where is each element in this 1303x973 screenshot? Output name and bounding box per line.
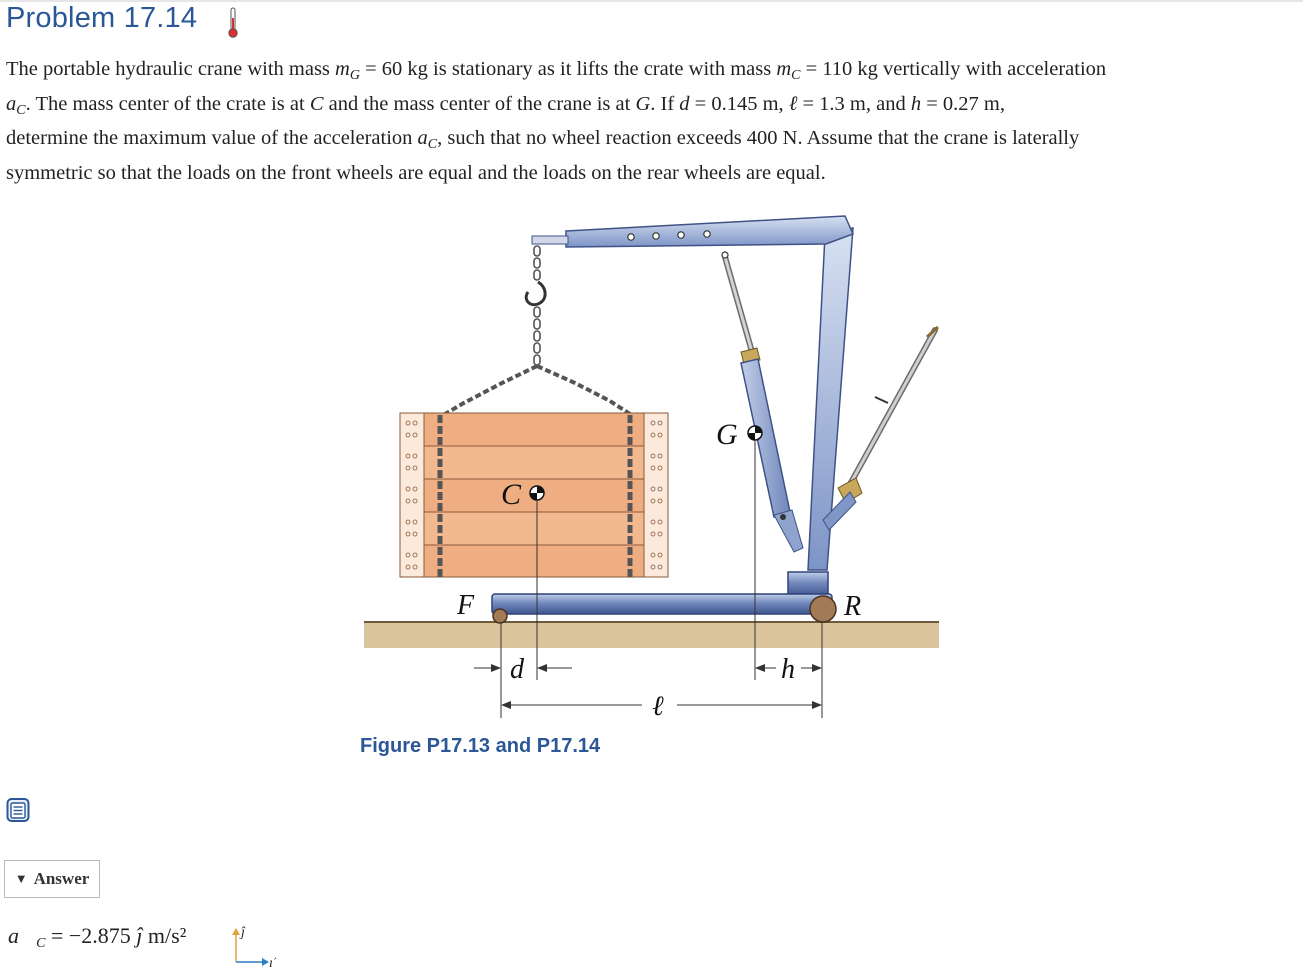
mass-center-c-icon (530, 486, 544, 500)
left-sling (440, 366, 537, 417)
label-d: d (510, 654, 524, 685)
front-wheel (493, 609, 507, 623)
right-sling (537, 366, 630, 414)
problem-title: Problem 17.14 (6, 2, 198, 34)
figure-caption: Figure P17.13 and P17.14 (360, 735, 601, 757)
statement-line-2: $a_C$. The mass center of the crate is at C and the mass center of the crane is at G. If d = 0.145 m, ℓ = 1.3 m, and h = 0.27 m, (6, 92, 1005, 118)
answer-value: $a⃗_C = -2.875$ ĵ m/s² (8, 923, 187, 951)
hydraulic-cylinder (741, 359, 790, 517)
hook (526, 282, 545, 305)
statement-line-1: The portable hydraulic crane with mass $m_G = 60$ kg is stationary as it lifts the crate with mass $m_C = 110$ kg vertically with acceleration (6, 58, 1107, 83)
rear-wheel (810, 596, 836, 622)
answer-button-label: Answer (33, 869, 90, 888)
axis-i-label: ı̂ (269, 956, 273, 968)
statement-line-4: symmetric so that the loads on the front wheels are equal and the loads on the rear wheels are equal. (6, 161, 826, 184)
label-c: C (501, 478, 522, 511)
label-h: h (781, 654, 795, 685)
answer-toggle-button[interactable] (4, 860, 100, 898)
label-r: R (844, 591, 862, 622)
mast-socket (788, 572, 828, 596)
mass-center-g-icon (748, 426, 762, 440)
axes-icon (226, 920, 276, 968)
label-f: F (457, 590, 475, 621)
ground (364, 622, 939, 648)
axis-j-label: ĵ (241, 925, 245, 940)
crane-figure (360, 205, 950, 725)
boom-tip (532, 236, 568, 244)
statement-line-3: determine the maximum value of the acceleration $a_C$, such that no wheel reaction exceeds 400 N. Assume that the crane is laterally (6, 127, 1080, 153)
thermometer-icon (227, 6, 239, 40)
triangle-down-icon: ▼ (14, 871, 28, 886)
sling-chain (534, 307, 540, 365)
crane-base (492, 594, 832, 614)
notes-icon[interactable] (6, 797, 30, 823)
label-g: G (716, 418, 738, 451)
label-l: ℓ (652, 691, 664, 722)
hoist-chain (534, 246, 540, 280)
problem-statement (6, 52, 1302, 190)
